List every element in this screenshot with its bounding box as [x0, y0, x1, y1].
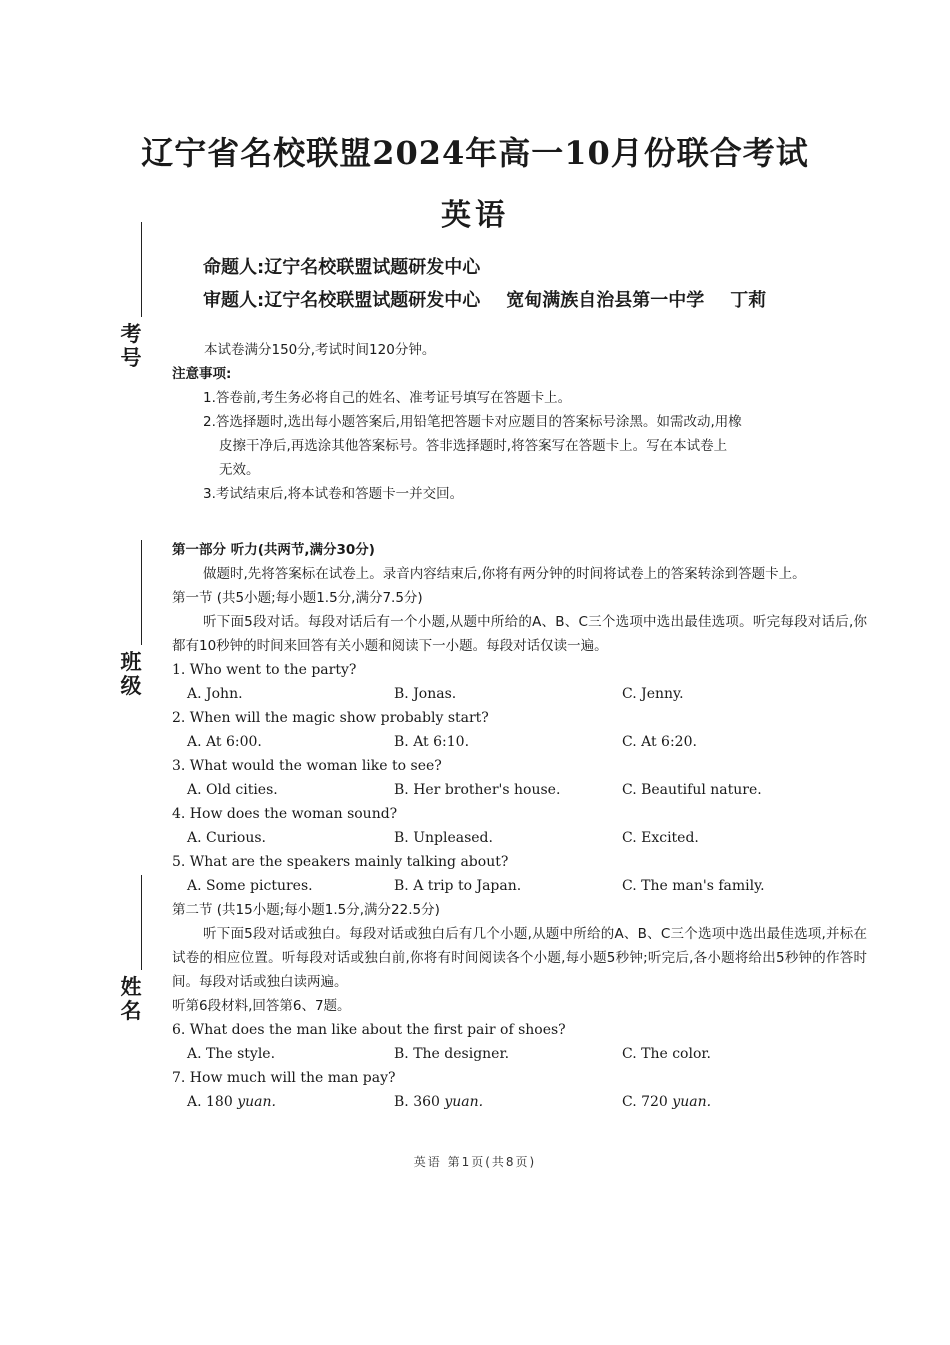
- part1-instruction: 做题时,先将答案标在试卷上。录音内容结束后,你将有两分钟的时间将试卷上的答案转涂到答题卡上。: [203, 566, 806, 582]
- note-2b: 皮擦干净后,再选涂其他答案标号。答非选择题时,将答案写在答题卡上。写在本试卷上: [219, 438, 728, 454]
- option-c: C. The man's family.: [622, 878, 765, 894]
- intro-block: [172, 338, 867, 506]
- option-c-amount: C. 720: [622, 1094, 668, 1110]
- option-b: B. Unpleased.: [394, 830, 493, 846]
- question-stem: 5. What are the speakers mainly talking about?: [172, 854, 509, 870]
- option-a: A. At 6:00.: [187, 734, 262, 750]
- question-options: [172, 1042, 867, 1066]
- page-footer: 英语 第1页(共8页): [413, 1155, 537, 1169]
- class-label: 班级: [120, 650, 142, 698]
- note-2: 2.答选择题时,选出每小题答案后,用铅笔把答题卡对应题目的答案标号涂黑。如需改动,用橡: [203, 414, 742, 430]
- section1-instruction: 听下面5段对话。每段对话后有一个小题,从题中所给的A、B、C三个选项中选出最佳选项。听完每段对话后,你都有10秒钟的时间来回答有关小题和阅读下一小题。每段对话仅读一遍。: [172, 614, 867, 654]
- exam-subject: 英语: [441, 198, 509, 233]
- section2-heading: 第二节 (共15小题;每小题1.5分,满分22.5分): [172, 902, 440, 918]
- option-b-amount: B. 360: [394, 1094, 440, 1110]
- option-b: B. Jonas.: [394, 686, 457, 702]
- option-a-unit: yuan.: [237, 1094, 276, 1110]
- part1-heading: 第一部分 听力(共两节,满分30分): [172, 542, 375, 558]
- note-2c: 无效。: [219, 462, 260, 478]
- name-line: [141, 875, 142, 970]
- option-a: A. Curious.: [187, 830, 266, 846]
- section2-instruction: 听下面5段对话或独白。每段对话或独白后有几个小题,从题中所给的A、B、C三个选项中选出最佳选项,并标在试卷的相应位置。听每段对话或独白前,你将有时间阅读各个小题,每小题5秒钟;听完后,各小题将给出5秒钟的作答时间。每段对话或独白读两遍。: [172, 926, 867, 990]
- exam-title: 辽宁省名校联盟2024年高一10月份联合考试: [141, 134, 809, 172]
- option-b: B. Her brother's house.: [394, 782, 561, 798]
- question-options: [172, 826, 867, 850]
- question-options: [172, 730, 867, 754]
- option-c: C. At 6:20.: [622, 734, 697, 750]
- option-c: C. Beautiful nature.: [622, 782, 762, 798]
- option-a: A. The style.: [187, 1046, 276, 1062]
- option-c-unit: yuan.: [672, 1094, 712, 1110]
- option-a: A. Some pictures.: [187, 878, 313, 894]
- exam-no-label: 考号: [120, 322, 142, 370]
- exam-no-line: [141, 222, 142, 317]
- reviewer-line: [203, 286, 766, 312]
- option-b: B. At 6:10.: [394, 734, 470, 750]
- question-options: [172, 682, 867, 706]
- part1-block: [172, 538, 867, 1114]
- question-stem: 4. How does the woman sound?: [172, 806, 398, 822]
- option-a: [187, 1090, 276, 1114]
- name-label: 姓名: [120, 975, 142, 1023]
- score-line: 本试卷满分150分,考试时间120分钟。: [204, 342, 436, 358]
- material-note: 听第6段材料,回答第6、7题。: [172, 998, 351, 1014]
- reviewer: 审题人:辽宁名校联盟试题研发中心: [203, 290, 481, 311]
- option-a-amount: A. 180: [187, 1094, 233, 1110]
- question-stem: 2. When will the magic show probably start?: [172, 710, 489, 726]
- note-3: 3.考试结束后,将本试卷和答题卡一并交回。: [203, 486, 464, 502]
- question-stem: 3. What would the woman like to see?: [172, 758, 442, 774]
- question-stem: 7. How much will the man pay?: [172, 1070, 396, 1086]
- option-c: C. The color.: [622, 1046, 711, 1062]
- option-a: A. Old cities.: [187, 782, 278, 798]
- option-c: C. Excited.: [622, 830, 699, 846]
- option-a: A. John.: [187, 686, 243, 702]
- option-b: [394, 1090, 483, 1114]
- note-1: 1.答卷前,考生务必将自己的姓名、准考证号填写在答题卡上。: [203, 390, 572, 406]
- question-options: [172, 1090, 867, 1114]
- reviewer-school: 宽甸满族自治县第一中学: [506, 290, 705, 311]
- option-b-unit: yuan.: [444, 1094, 484, 1110]
- notes-title: 注意事项:: [172, 366, 232, 382]
- option-c: C. Jenny.: [622, 686, 684, 702]
- setter-line: 命题人:辽宁名校联盟试题研发中心: [203, 257, 481, 278]
- question-options: [172, 778, 867, 802]
- question-stem: 1. Who went to the party?: [172, 662, 357, 678]
- question-options: [172, 874, 867, 898]
- option-c: [622, 1090, 711, 1114]
- reviewer-name: 丁莉: [730, 290, 767, 311]
- class-line: [141, 540, 142, 645]
- option-b: B. The designer.: [394, 1046, 510, 1062]
- option-b: B. A trip to Japan.: [394, 878, 522, 894]
- section1-heading: 第一节 (共5小题;每小题1.5分,满分7.5分): [172, 590, 423, 606]
- question-stem: 6. What does the man like about the first pair of shoes?: [172, 1022, 566, 1038]
